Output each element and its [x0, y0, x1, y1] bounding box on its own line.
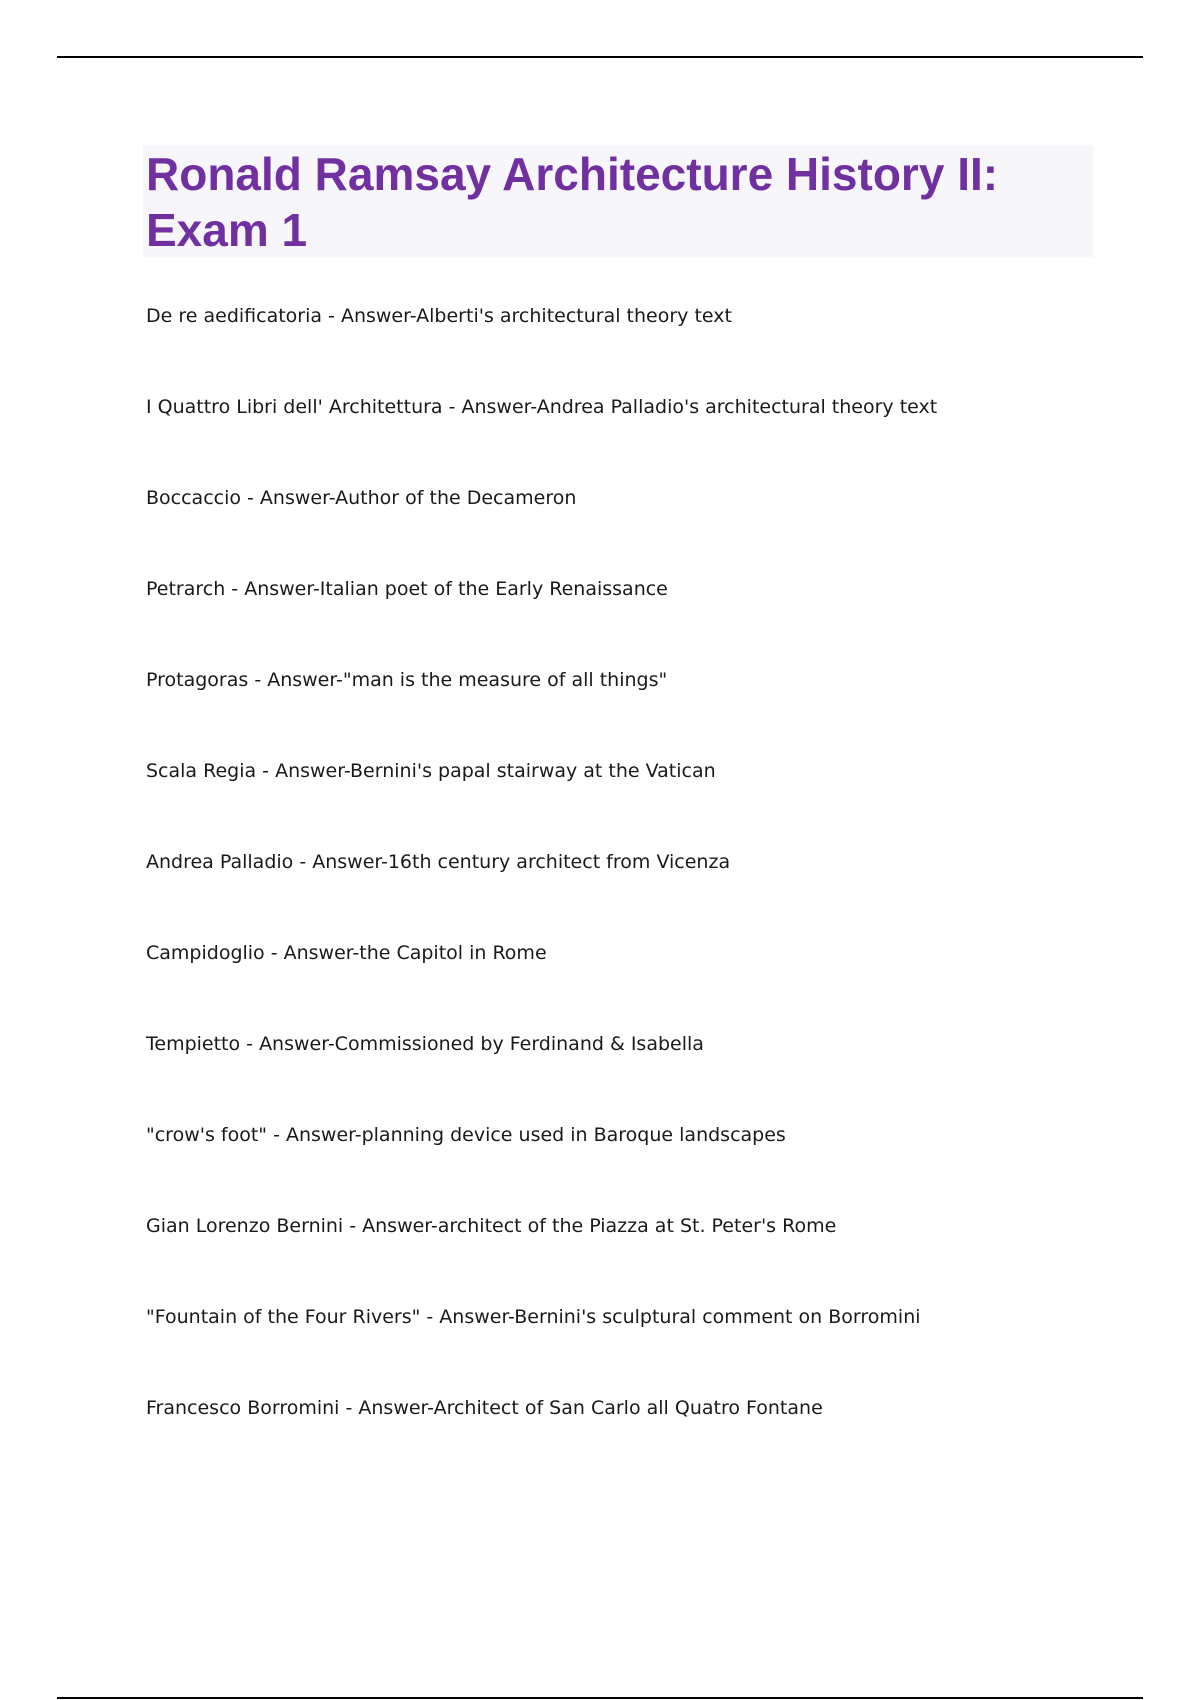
qa-entry: "Fountain of the Four Rivers" - Answer-Bernini's sculptural comment on Borromini: [146, 1306, 921, 1328]
document-title: [146, 146, 1086, 258]
qa-entry: Protagoras - Answer-"man is the measure of all things": [146, 669, 668, 691]
qa-entry: Scala Regia - Answer-Bernini's papal stairway at the Vatican: [146, 760, 716, 782]
qa-entry: I Quattro Libri dell' Architettura - Answer-Andrea Palladio's architectural theory text: [146, 396, 938, 418]
qa-entry: De re aedificatoria - Answer-Alberti's architectural theory text: [146, 305, 732, 327]
qa-entry: Petrarch - Answer-Italian poet of the Early Renaissance: [146, 578, 668, 600]
qa-entry: Campidoglio - Answer-the Capitol in Rome: [146, 942, 547, 964]
title-line-2: Exam 1: [146, 204, 308, 256]
qa-entry: Boccaccio - Answer-Author of the Decameron: [146, 487, 577, 509]
qa-entry: "crow's foot" - Answer-planning device used in Baroque landscapes: [146, 1124, 786, 1146]
qa-entry: Gian Lorenzo Bernini - Answer-architect of the Piazza at St. Peter's Rome: [146, 1215, 837, 1237]
title-line-1: Ronald Ramsay Architecture History II:: [146, 148, 999, 200]
page-top-rule: [57, 56, 1143, 58]
qa-entry: Tempietto - Answer-Commissioned by Ferdinand & Isabella: [146, 1033, 704, 1055]
qa-entry: Andrea Palladio - Answer-16th century architect from Vicenza: [146, 851, 731, 873]
page-bottom-rule: [57, 1697, 1143, 1699]
qa-list: [146, 302, 1146, 1485]
qa-entry: Francesco Borromini - Answer-Architect of San Carlo all Quatro Fontane: [146, 1397, 823, 1419]
